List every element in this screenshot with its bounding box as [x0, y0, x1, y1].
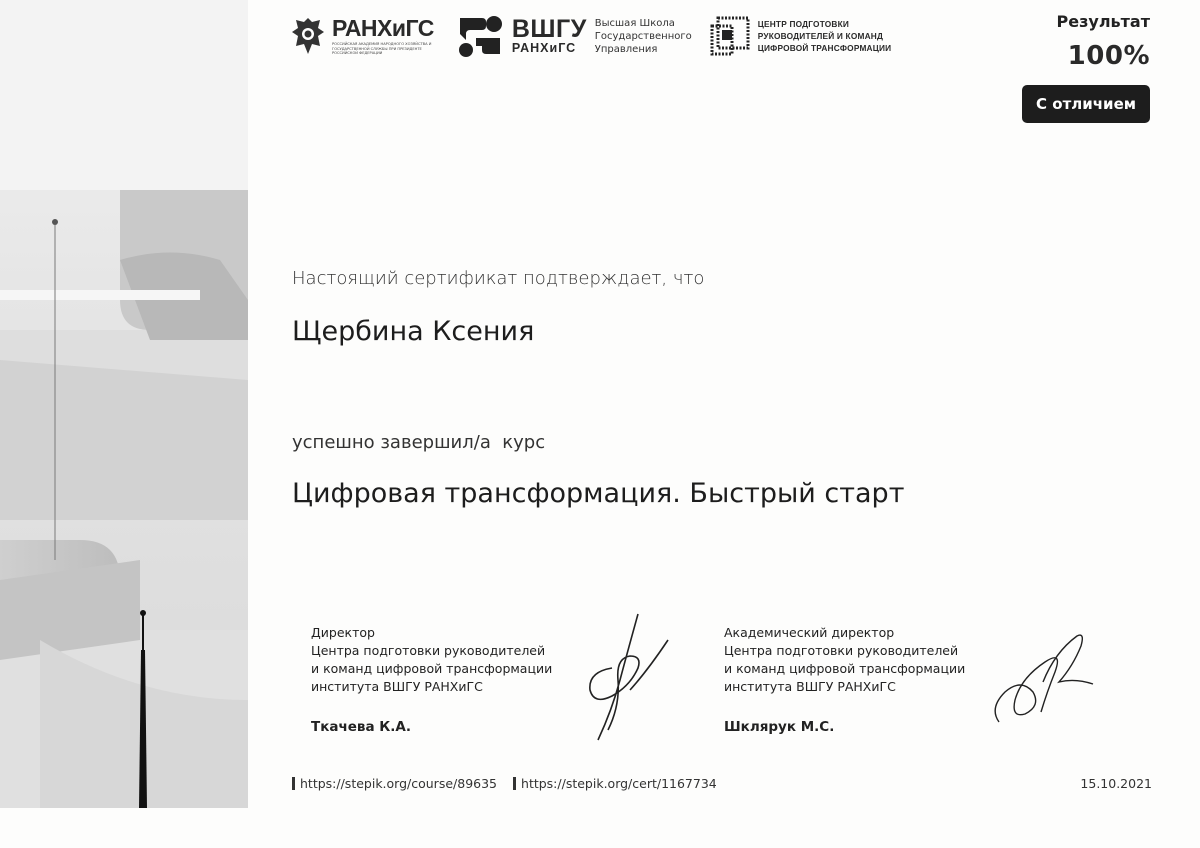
ranepa-name: РАНХиГС: [332, 15, 434, 42]
ranepa-fine-print: РОССИЙСКАЯ АКАДЕМИЯ НАРОДНОГО ХОЗЯЙСТВА И ГОСУДАРСТВЕННОЙ СЛУЖБЫ ПРИ ПРЕЗИДЕНТЕ РОССИЙСКОЙ ФЕДЕРАЦИИ: [332, 42, 432, 56]
center-logo-line: ЦИФРОВОЙ ТРАНСФОРМАЦИИ: [757, 43, 892, 53]
logo-bar: [290, 14, 891, 58]
vshgu-mark-icon: [456, 14, 504, 58]
vshgu-desc-line: Управления: [594, 43, 658, 55]
result-block: [1022, 12, 1150, 123]
center-logo-line: ЦЕНТР ПОДГОТОВКИ: [757, 19, 850, 29]
course-link[interactable]: [292, 776, 497, 791]
course-link-text[interactable]: https://stepik.org/course/89635: [300, 776, 498, 791]
signature-icon: [985, 622, 1105, 732]
footer-links: [292, 776, 733, 791]
signatory-title-line: института ВШГУ РАНХиГС: [724, 679, 896, 694]
pixel-square-icon: [710, 16, 750, 56]
distinction-badge: С отличием: [1022, 85, 1150, 123]
vshgu-desc-line: Государственного: [594, 30, 692, 42]
vshgu-logo: [456, 14, 692, 58]
recipient-name: Щербина Ксения: [292, 316, 535, 347]
signatory-director: [311, 624, 552, 736]
signatory-title-line: Академический директор: [724, 625, 895, 640]
eagle-emblem-icon: [290, 14, 326, 58]
ranepa-logo: [290, 14, 434, 58]
vshgu-description: [595, 17, 692, 56]
link-marker-icon: [513, 777, 516, 790]
cert-link[interactable]: [513, 776, 717, 791]
issue-date: 15.10.2021: [1080, 776, 1152, 791]
center-logo: [710, 16, 892, 56]
result-value: 100%: [1067, 41, 1150, 71]
result-label: Результат: [1056, 12, 1150, 31]
cert-link-text[interactable]: https://stepik.org/cert/1167734: [521, 776, 717, 791]
certificate-intro: Настоящий сертификат подтверждает, что: [292, 268, 705, 289]
decorative-panel: [0, 0, 248, 808]
signatory-title-line: и команд цифровой трансформации: [724, 661, 966, 676]
course-title: Цифровая трансформация. Быстрый старт: [292, 478, 905, 509]
completion-text: успешно завершил/а курс: [292, 432, 546, 453]
center-logo-line: РУКОВОДИТЕЛЕЙ И КОМАНД: [757, 31, 884, 41]
vshgu-desc-line: Высшая Школа: [594, 17, 675, 29]
signatory-title-line: Центра подготовки руководителей: [311, 643, 546, 658]
signature-icon: [568, 610, 678, 750]
signatory-title-line: института ВШГУ РАНХиГС: [311, 679, 483, 694]
signatory-title-line: Директор: [311, 625, 375, 640]
signatory-name: Шклярук М.С.: [724, 719, 835, 735]
signatory-title-line: Центра подготовки руководителей: [724, 643, 959, 658]
vshgu-abbr: ВШГУ: [511, 15, 587, 43]
link-marker-icon: [292, 777, 295, 790]
signatory-title-line: и команд цифровой трансформации: [311, 661, 553, 676]
signatory-academic-director: [724, 624, 965, 736]
vshgu-sub: РАНХиГС: [511, 41, 577, 55]
signatory-name: Ткачева К.А.: [311, 719, 411, 735]
